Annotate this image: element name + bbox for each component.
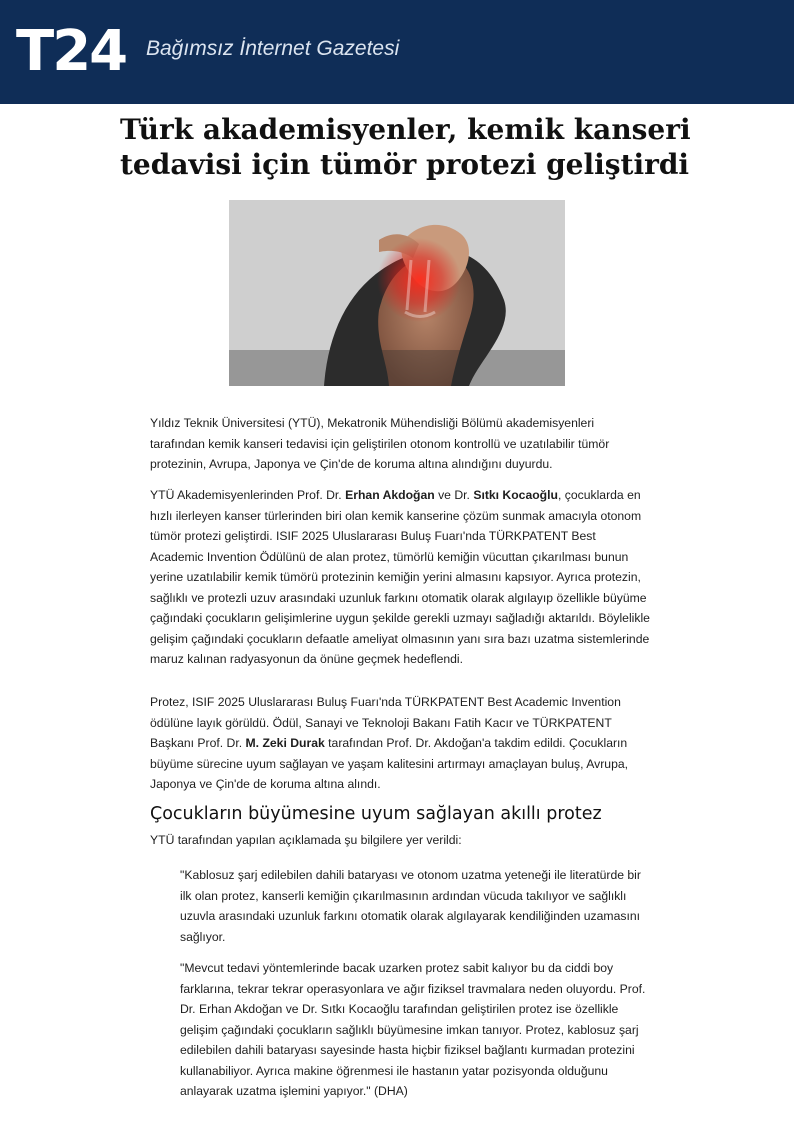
article-title: Türk akademisyenler, kemik kanseri tedavisi için tümör protezi geliştirdi: [120, 113, 691, 181]
paragraph-3-text-a: Protez, ISIF 2025 Uluslararası Buluş Fuarı'nda TÜRKPATENT Best Academic Invention ödülüne layık görüldü. Ödül, Sanayi ve Teknoloji Bakanı Fatih Kacır ve TÜRKPATENT Başkanı Prof. Dr.: [150, 695, 621, 750]
paragraph-2: [150, 485, 650, 670]
paragraph-3-text-c: tarafından Prof. Dr. Akdoğan'a takdim edildi. Çocukların büyüme sürecine uyum sağlayan ve yaşam kalitesini artırmayı amaçlayan buluş, Avrupa, Japonya ve Çin'de de koruma altına alındı.: [150, 736, 629, 791]
site-header: [0, 0, 794, 104]
quote-1: "Kablosuz şarj edilebilen dahili bataryası ve otonom uzatma yeteneği ile literatürde bir ilk olan protez, kanserli kemiğin çıkarılmasının ardından vücuda takılıyor ve sağlıklı uzuvla arasındaki uzunluk farkını otomatik olarak algılayarak kendiliğinden uzamasını sağlıyor.: [180, 868, 641, 944]
paragraph-4: YTÜ tarafından yapılan açıklamada şu bilgilere yer verildi:: [150, 833, 462, 847]
paragraph-3: [150, 692, 650, 795]
paragraph-1: Yıldız Teknik Üniversitesi (YTÜ), Mekatronik Mühendisliği Bölümü akademisyenleri tarafından kemik kanseri tedavisi için geliştirilen otonom kontrollü ve uzatılabilir tümör protezinin, Avrupa, Japonya ve Çin'de de koruma altına alındığını duyurdu.: [150, 416, 610, 471]
person-name-durak: M. Zeki Durak: [245, 736, 325, 750]
paragraph-2-text-c: ve Dr.: [434, 488, 474, 502]
site-logo[interactable]: T24: [16, 19, 127, 84]
site-tagline: Bağımsız İnternet Gazetesi: [146, 37, 400, 60]
person-name-kocaoglu: Sıtkı Kocaoğlu: [473, 488, 558, 502]
quote-2: "Mevcut tedavi yöntemlerinde bacak uzarken protez sabit kalıyor bu da ciddi boy farklarına, tekrar tekrar operasyonlara ve ağır fiziksel travmalara neden oluyordu. Prof. Dr. Erhan Akdoğan ve Dr. Sıtkı Kocaoğlu tarafından geliştirilen protez ise özellikle gelişim çağındaki çocukların sağlıklı büyümesine imkan tanıyor. Protez, kablosuz şarj edilebilen dahili bataryası sayesinde hasta hiçbir fiziksel bağlantı kurmadan protezini kullanabiliyor. Ayrıca makine öğrenmesi ile hastanın yatar pozisyonda olduğunu anlayarak uzatma işlemini yapıyor." (DHA): [180, 961, 646, 1098]
knee-pain-illustration: [229, 200, 565, 386]
person-name-akdogan: Erhan Akdoğan: [345, 488, 435, 502]
article-hero-image: [229, 200, 565, 386]
paragraph-2-text-d: , çocuklarda en hızlı ilerleyen kanser türlerinden biri olan kemik kanserine çözüm sunmak amacıyla otonom tümör protezi geliştirdi. ISIF 2025 Uluslararası Buluş Fuarı'nda TÜRKPATENT Best Academic Invention Ödülünü de alan protez, tümörlü kemiğin vücuttan çıkarılması bunun yerine uzatılabilir kemik tümörü protezinin kemiğin yerini almasını kapsıyor. Ayrıca protezin, sağlıklı ve protezli uzuv arasındaki uzunluk farkını otomatik olarak algılayıp özellikle büyüme çağındaki çocukların gelişimlerine uygun şekilde gerekli uzmayı sağladığı aktarıldı. Böylelikle gelişim çağındaki çocukların defaatle ameliyat olmasının yanı sıra bazı uzatma sistemlerinde maruz kalınan radyasyonun da önüne geçmek hedeflendi.: [150, 488, 650, 666]
paragraph-2-text-a: YTÜ Akademisyenlerinden Prof. Dr.: [150, 488, 346, 502]
section-subheading: Çocukların büyümesine uyum sağlayan akıllı protez: [150, 804, 602, 824]
